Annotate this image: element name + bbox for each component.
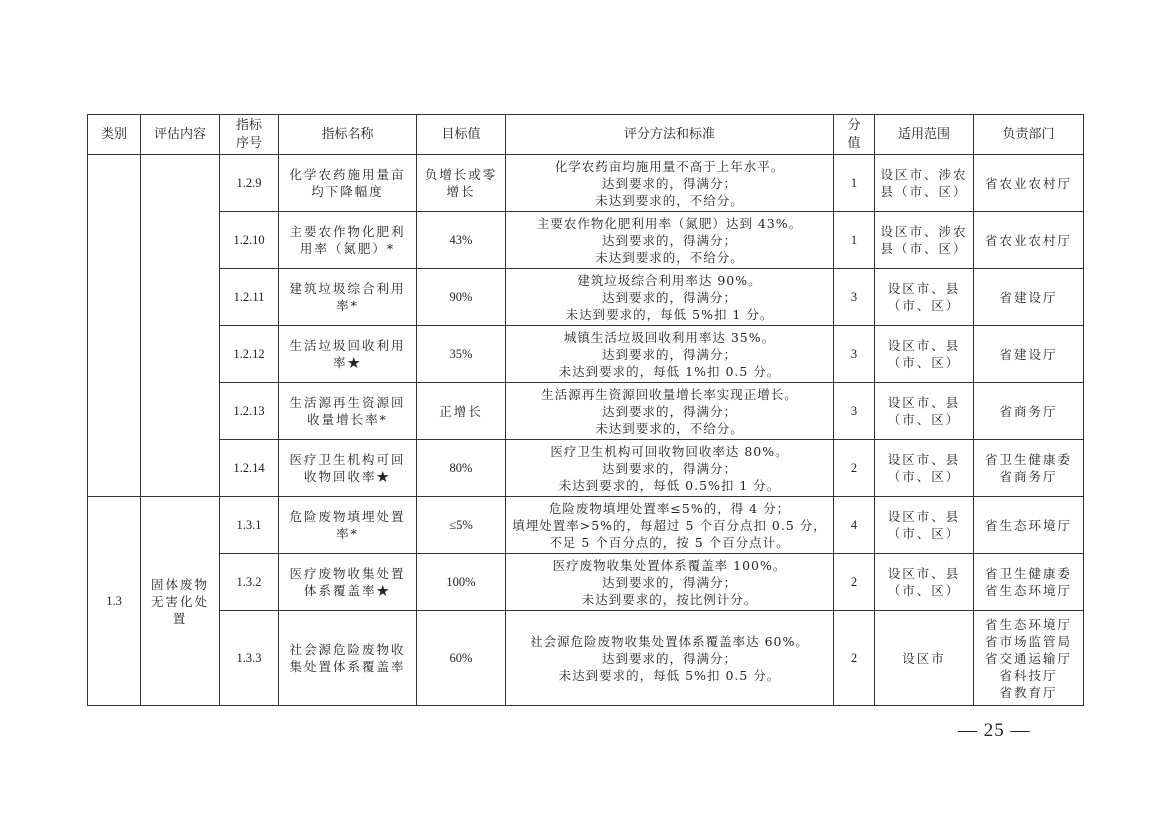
index-cell: 1.3.2 <box>220 554 279 611</box>
score-cell: 2 <box>834 611 875 706</box>
method-cell: 医疗废物收集处置体系覆盖率 100%。 达到要求的，得满分； 未达到要求的，按比例计分。 <box>506 554 834 611</box>
index-cell: 1.3.3 <box>220 611 279 706</box>
table-row <box>88 611 1084 706</box>
name-cell: 生活垃圾回收利用 率★ <box>279 326 417 383</box>
table-row <box>88 269 1084 326</box>
header-category: 类别 <box>88 115 141 155</box>
scope-cell: 设区市、县 （市、区） <box>875 326 974 383</box>
index-cell: 1.2.9 <box>220 155 279 212</box>
method-cell: 生活源再生资源回收量增长率实现正增长。 达到要求的，得满分； 未达到要求的，不给分。 <box>506 383 834 440</box>
score-cell: 1 <box>834 155 875 212</box>
table-row <box>88 326 1084 383</box>
name-cell: 医疗废物收集处置 体系覆盖率★ <box>279 554 417 611</box>
table-row <box>88 554 1084 611</box>
page-number: — 25 — <box>958 720 1031 741</box>
evaluation-table <box>87 114 1084 706</box>
target-cell: 负增长或零 增长 <box>417 155 506 212</box>
dept-cell: 省生态环境厅 <box>974 497 1084 554</box>
score-cell: 4 <box>834 497 875 554</box>
dept-cell: 省农业农村厅 <box>974 212 1084 269</box>
name-cell: 医疗卫生机构可回 收物回收率★ <box>279 440 417 497</box>
index-cell: 1.2.13 <box>220 383 279 440</box>
dept-cell: 省建设厅 <box>974 269 1084 326</box>
target-cell: 60% <box>417 611 506 706</box>
target-cell: 100% <box>417 554 506 611</box>
scope-cell: 设区市、县 （市、区） <box>875 554 974 611</box>
dept-cell: 省卫生健康委 省生态环境厅 <box>974 554 1084 611</box>
scope-cell: 设区市、县 （市、区） <box>875 497 974 554</box>
header-score: 分 值 <box>834 115 875 155</box>
table-row <box>88 440 1084 497</box>
dept-cell: 省建设厅 <box>974 326 1084 383</box>
table-row <box>88 497 1084 554</box>
scope-cell: 设区市、涉农 县（市、区） <box>875 212 974 269</box>
name-cell: 主要农作物化肥利 用率（氮肥）* <box>279 212 417 269</box>
content-cell <box>141 155 220 497</box>
table-row <box>88 383 1084 440</box>
target-cell: 正增长 <box>417 383 506 440</box>
target-cell: 43% <box>417 212 506 269</box>
score-cell: 3 <box>834 383 875 440</box>
method-cell: 危险废物填埋处置率≤5%的，得 4 分； 填埋处置率>5%的，每超过 5 个百分点扣 0.5 分， 不足 5 个百分点的，按 5 个百分点计。 <box>506 497 834 554</box>
target-cell: 80% <box>417 440 506 497</box>
dept-cell: 省卫生健康委 省商务厅 <box>974 440 1084 497</box>
index-cell: 1.2.12 <box>220 326 279 383</box>
header-target: 目标值 <box>417 115 506 155</box>
dept-cell: 省生态环境厅 省市场监管局 省交通运输厅 省科技厅 省教育厅 <box>974 611 1084 706</box>
score-cell: 2 <box>834 440 875 497</box>
name-cell: 建筑垃圾综合利用 率* <box>279 269 417 326</box>
dept-cell: 省农业农村厅 <box>974 155 1084 212</box>
method-cell: 主要农作物化肥利用率（氮肥）达到 43%。 达到要求的，得满分； 未达到要求的，不给分。 <box>506 212 834 269</box>
scope-cell: 设区市、县 （市、区） <box>875 269 974 326</box>
target-cell: 35% <box>417 326 506 383</box>
name-cell: 危险废物填埋处置 率* <box>279 497 417 554</box>
scope-cell: 设区市、县 （市、区） <box>875 440 974 497</box>
index-cell: 1.3.1 <box>220 497 279 554</box>
target-cell: ≤5% <box>417 497 506 554</box>
score-cell: 3 <box>834 326 875 383</box>
name-cell: 社会源危险废物收 集处置体系覆盖率 <box>279 611 417 706</box>
category-cell: 1.3 <box>88 497 141 706</box>
table-row <box>88 212 1084 269</box>
method-cell: 社会源危险废物收集处置体系覆盖率达 60%。 达到要求的，得满分； 未达到要求的，每低 5%扣 0.5 分。 <box>506 611 834 706</box>
method-cell: 化学农药亩均施用量不高于上年水平。 达到要求的，得满分； 未达到要求的，不给分。 <box>506 155 834 212</box>
category-cell <box>88 155 141 497</box>
scope-cell: 设区市、县 （市、区） <box>875 383 974 440</box>
score-cell: 3 <box>834 269 875 326</box>
header-scope: 适用范围 <box>875 115 974 155</box>
header-index: 指标 序号 <box>220 115 279 155</box>
table-row <box>88 155 1084 212</box>
method-cell: 建筑垃圾综合利用率达 90%。 达到要求的，得满分； 未达到要求的，每低 5%扣 1 分。 <box>506 269 834 326</box>
table-header-row <box>88 115 1084 155</box>
index-cell: 1.2.11 <box>220 269 279 326</box>
target-cell: 90% <box>417 269 506 326</box>
scope-cell: 设区市、涉农 县（市、区） <box>875 155 974 212</box>
score-cell: 2 <box>834 554 875 611</box>
method-cell: 医疗卫生机构可回收物回收率达 80%。 达到要求的，得满分； 未达到要求的，每低 0.5%扣 1 分。 <box>506 440 834 497</box>
header-name: 指标名称 <box>279 115 417 155</box>
score-cell: 1 <box>834 212 875 269</box>
header-method: 评分方法和标准 <box>506 115 834 155</box>
header-dept: 负责部门 <box>974 115 1084 155</box>
content-cell: 固体废物 无害化处 置 <box>141 497 220 706</box>
dept-cell: 省商务厅 <box>974 383 1084 440</box>
index-cell: 1.2.14 <box>220 440 279 497</box>
header-content: 评估内容 <box>141 115 220 155</box>
method-cell: 城镇生活垃圾回收利用率达 35%。 达到要求的，得满分； 未达到要求的，每低 1%扣 0.5 分。 <box>506 326 834 383</box>
name-cell: 化学农药施用量亩 均下降幅度 <box>279 155 417 212</box>
name-cell: 生活源再生资源回 收量增长率* <box>279 383 417 440</box>
scope-cell: 设区市 <box>875 611 974 706</box>
index-cell: 1.2.10 <box>220 212 279 269</box>
